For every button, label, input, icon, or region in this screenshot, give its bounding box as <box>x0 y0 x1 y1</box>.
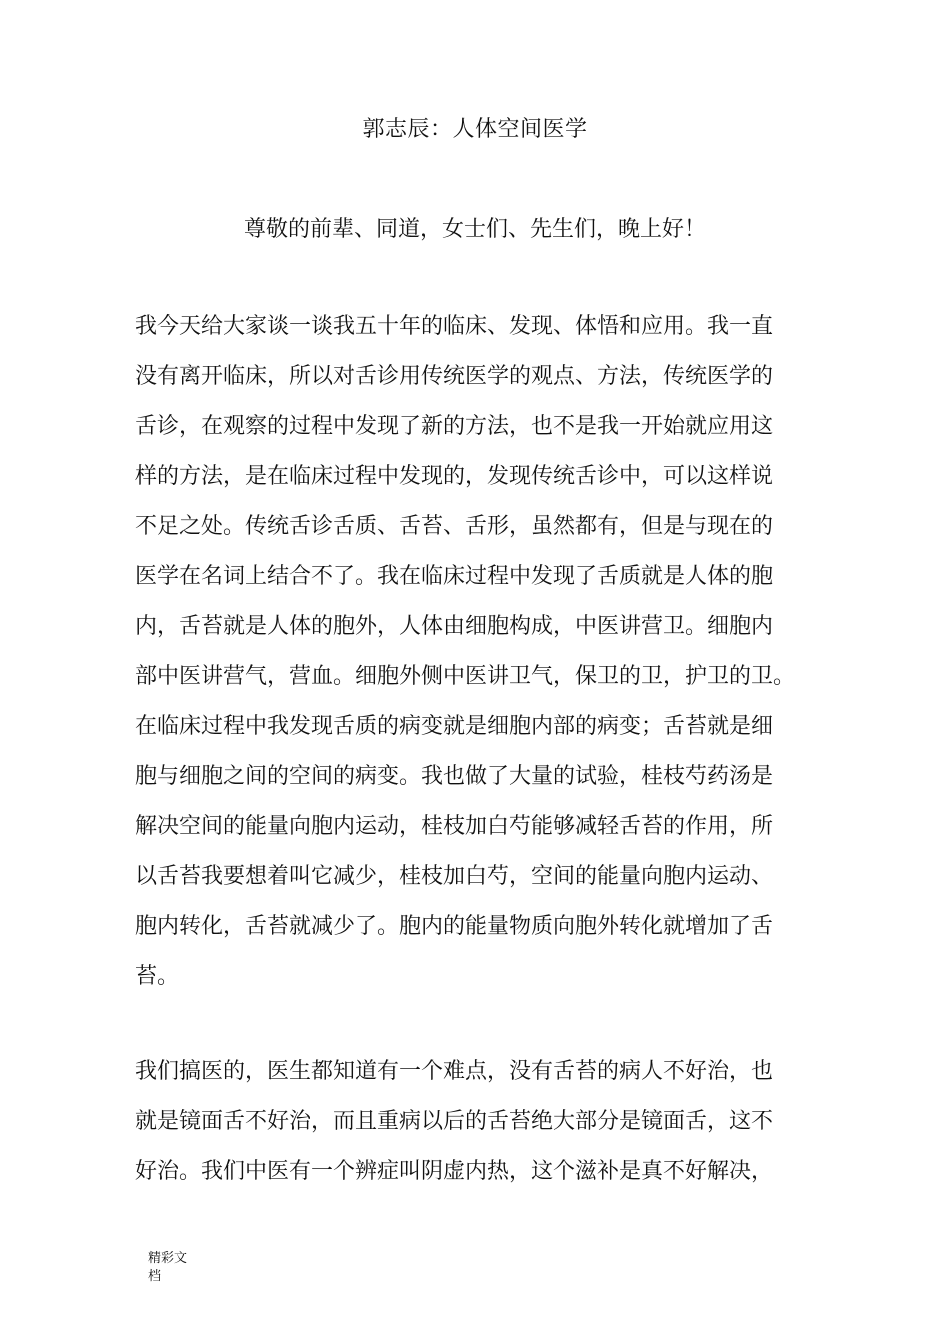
paragraph-line: 部中医讲营气，营血。细胞外侧中医讲卫气，保卫的卫，护卫的卫。 <box>135 664 796 689</box>
paragraph-line: 以舌苔我要想着叫它减少，桂枝加白芍，空间的能量向胞内运动、 <box>135 864 774 889</box>
document-title: 郭志辰：人体空间医学 <box>362 117 588 142</box>
paragraph-line: 胞与细胞之间的空间的病变。我也做了大量的试验，桂枝芍药汤是 <box>135 764 774 789</box>
paragraph-line: 好治。我们中医有一个辨症叫阴虚内热，这个滋补是真不好解决， <box>135 1159 774 1184</box>
paragraph-line: 胞内转化，舌苔就减少了。胞内的能量物质向胞外转化就增加了舌 <box>135 914 774 939</box>
paragraph-line: 没有离开临床，所以对舌诊用传统医学的观点、方法，传统医学的 <box>135 364 774 389</box>
paragraph-2 <box>135 1047 835 1197</box>
paragraph-line: 内，舌苔就是人体的胞外，人体由细胞构成，中医讲营卫。细胞内 <box>135 614 774 639</box>
footer-line: 精彩文 <box>148 1251 188 1266</box>
paragraph-line: 解决空间的能量向胞内运动，桂枝加白芍能够减轻舌苔的作用，所 <box>135 814 774 839</box>
footer-watermark <box>148 1250 208 1286</box>
paragraph-1 <box>135 302 835 1002</box>
paragraph-line: 医学在名词上结合不了。我在临床过程中发现了舌质就是人体的胞 <box>135 564 774 589</box>
paragraph-line: 就是镜面舌不好治，而且重病以后的舌苔绝大部分是镜面舌，这不 <box>135 1109 774 1134</box>
paragraph-line: 苔。 <box>135 964 180 989</box>
paragraph-line: 在临床过程中我发现舌质的病变就是细胞内部的病变；舌苔就是细 <box>135 714 774 739</box>
greeting-line: 尊敬的前辈、同道，女士们、先生们，晚上好！ <box>243 217 706 242</box>
paragraph-line: 我们搞医的，医生都知道有一个难点，没有舌苔的病人不好治，也 <box>135 1059 774 1084</box>
footer-line: 档 <box>148 1269 162 1284</box>
paragraph-line: 不足之处。传统舌诊舌质、舌苔、舌形，虽然都有，但是与现在的 <box>135 514 774 539</box>
paragraph-line: 样的方法，是在临床过程中发现的，发现传统舌诊中，可以这样说 <box>135 464 774 489</box>
paragraph-line: 舌诊，在观察的过程中发现了新的方法，也不是我一开始就应用这 <box>135 414 774 439</box>
paragraph-line: 我今天给大家谈一谈我五十年的临床、发现、体悟和应用。我一直 <box>135 314 774 339</box>
